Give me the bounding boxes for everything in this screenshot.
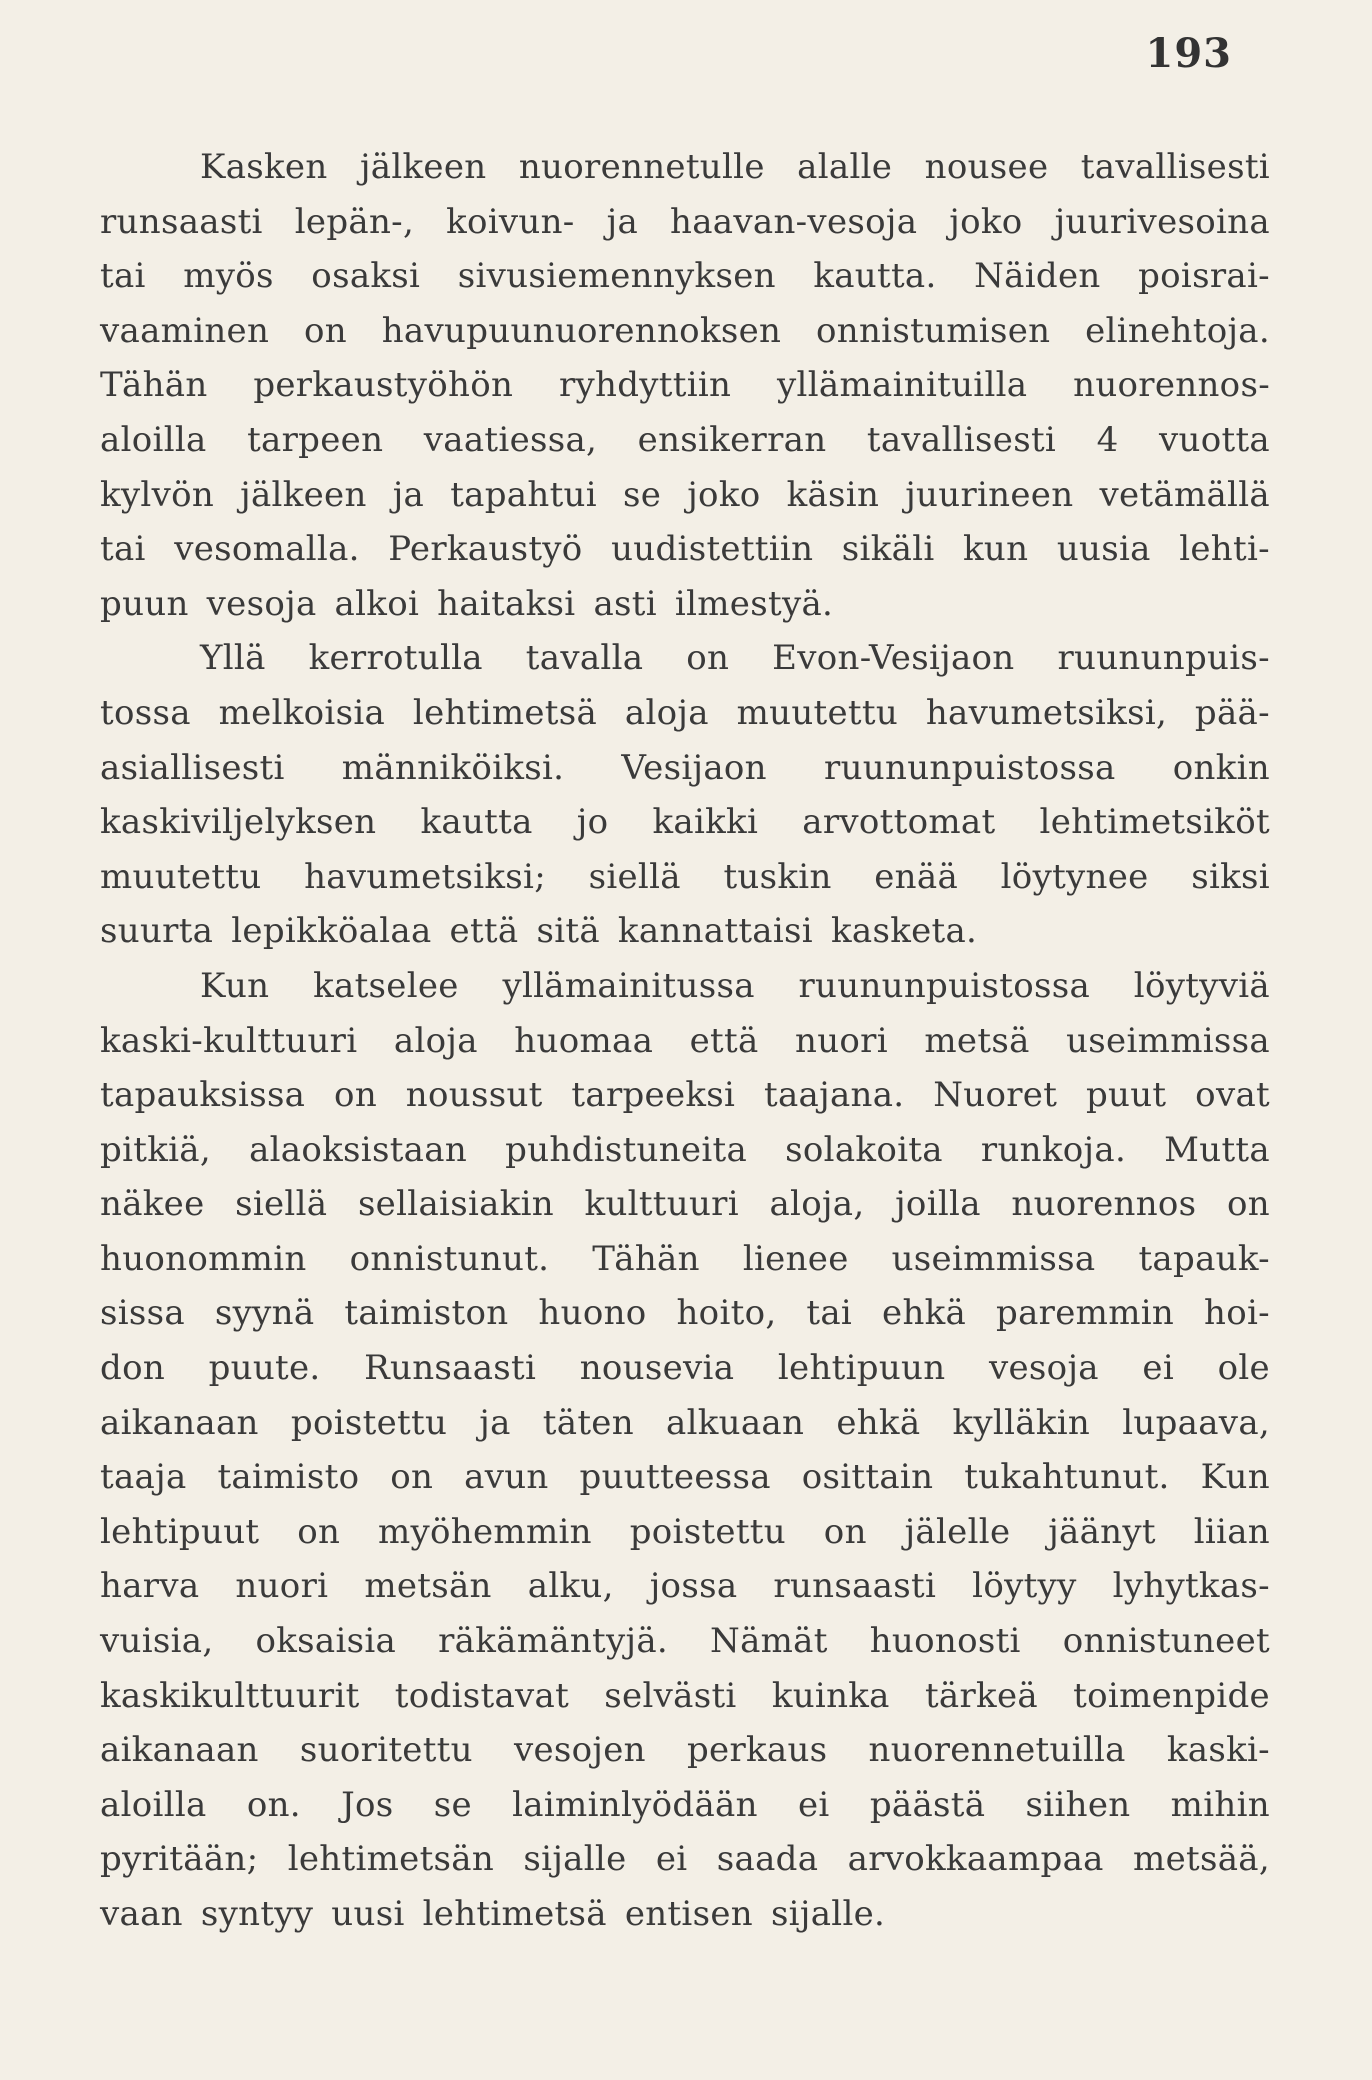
text-line bbox=[100, 413, 1270, 468]
word: löytyy bbox=[972, 1566, 1077, 1607]
word: että bbox=[449, 911, 519, 952]
word: kaskikulttuurit bbox=[100, 1675, 360, 1716]
word: ei bbox=[655, 1839, 688, 1880]
word: ole bbox=[1217, 1348, 1270, 1389]
word: huono bbox=[538, 1293, 647, 1334]
text-line bbox=[100, 1396, 1270, 1451]
word: ilmestyä. bbox=[674, 583, 834, 624]
word: uudistettiin bbox=[611, 529, 814, 570]
word: se bbox=[433, 1784, 472, 1825]
word: laiminlyödään bbox=[512, 1784, 758, 1825]
word: alalle bbox=[797, 147, 893, 187]
word: tuskin bbox=[723, 856, 832, 897]
word: Kasken bbox=[200, 147, 328, 187]
word: joko bbox=[687, 474, 761, 515]
body-text bbox=[100, 140, 1270, 1942]
text-line bbox=[100, 1832, 1270, 1887]
word: että bbox=[689, 1020, 759, 1061]
word: ja bbox=[479, 1402, 511, 1443]
word: kautta bbox=[420, 802, 533, 843]
word: runsaasti bbox=[100, 201, 263, 242]
word: kylläkin bbox=[952, 1402, 1091, 1443]
word: on bbox=[297, 1511, 341, 1552]
word: nuorennetuilla bbox=[868, 1730, 1126, 1771]
word: arvokkaampaa bbox=[847, 1839, 1104, 1880]
text-line bbox=[100, 1286, 1270, 1341]
word: vesojen bbox=[513, 1730, 646, 1771]
word: Yllä bbox=[200, 638, 266, 679]
word: runsaasti bbox=[773, 1566, 937, 1607]
text-line bbox=[100, 1887, 1270, 1942]
word: jäänyt bbox=[1048, 1511, 1156, 1552]
word: poisrai- bbox=[1138, 256, 1270, 297]
word: vaaminen bbox=[100, 310, 270, 351]
word: oksaisia bbox=[255, 1621, 397, 1662]
word: yllämainitussa bbox=[502, 965, 755, 1006]
word: havupuunuorennoksen bbox=[381, 310, 782, 351]
text-line bbox=[100, 1669, 1270, 1724]
text-line bbox=[100, 686, 1270, 741]
word: uusia bbox=[1056, 529, 1151, 570]
word: asiallisesti bbox=[100, 747, 285, 788]
word: haavan-vesoja bbox=[670, 201, 918, 242]
word: sivusiemennyksen bbox=[457, 256, 776, 297]
word: kulttuuri bbox=[584, 1184, 739, 1225]
text-line bbox=[100, 468, 1270, 523]
word: vaan bbox=[100, 1894, 183, 1934]
word: vetämällä bbox=[1099, 474, 1270, 515]
word: sijalle bbox=[523, 1839, 627, 1880]
word: perkaustyöhön bbox=[253, 365, 514, 406]
text-line bbox=[100, 1123, 1270, 1178]
word: on bbox=[823, 1511, 867, 1552]
word: tärkeä bbox=[924, 1675, 1038, 1716]
word: ei bbox=[798, 1784, 830, 1825]
word: don bbox=[100, 1348, 166, 1389]
word: jälelle bbox=[904, 1511, 1011, 1552]
word: solakoita bbox=[785, 1129, 943, 1170]
word: on bbox=[1227, 1184, 1270, 1225]
word: näkee bbox=[100, 1184, 205, 1225]
word: ehkä bbox=[836, 1402, 921, 1443]
word: kaikki bbox=[652, 802, 759, 843]
word: taimiston bbox=[344, 1293, 509, 1334]
word: metsän bbox=[364, 1566, 492, 1607]
word: todistavat bbox=[394, 1675, 570, 1716]
word: mihin bbox=[1170, 1784, 1270, 1825]
word: siellä bbox=[588, 856, 681, 897]
word: Kun bbox=[200, 965, 270, 1006]
word: ei bbox=[1142, 1348, 1175, 1389]
word: onkin bbox=[1172, 747, 1270, 788]
word: Nämät bbox=[710, 1621, 828, 1662]
word: saada bbox=[716, 1839, 819, 1880]
word: Tähän bbox=[592, 1238, 700, 1279]
word: alkuaan bbox=[666, 1402, 805, 1443]
word: vuisia, bbox=[100, 1621, 214, 1662]
word: huonommin bbox=[100, 1238, 307, 1279]
text-line bbox=[100, 577, 1270, 632]
text-line bbox=[100, 1505, 1270, 1560]
word: lepän-, bbox=[294, 201, 415, 242]
text-line bbox=[100, 741, 1270, 796]
word: huonosti bbox=[869, 1621, 1021, 1662]
word: lehtimetsä bbox=[412, 692, 598, 733]
word: ovat bbox=[1195, 1075, 1270, 1116]
word: melkoisia bbox=[218, 692, 386, 733]
word: muutettu bbox=[100, 856, 262, 897]
word: sijalle. bbox=[770, 1894, 886, 1934]
text-line bbox=[100, 959, 1270, 1014]
word: nuorennos bbox=[1011, 1184, 1197, 1225]
word: siihen bbox=[1025, 1784, 1131, 1825]
word: ehkä bbox=[882, 1293, 967, 1334]
word: runkoja. bbox=[980, 1129, 1127, 1170]
word: yllämainituilla bbox=[777, 365, 1028, 406]
word: lehti- bbox=[1179, 529, 1270, 570]
word: tai bbox=[100, 256, 146, 297]
text-line bbox=[100, 631, 1270, 686]
word: kannattaisi bbox=[617, 911, 813, 952]
word: vaatiessa, bbox=[423, 419, 598, 460]
word: havumetsiksi, bbox=[925, 692, 1168, 733]
word: aloilla bbox=[100, 1784, 207, 1825]
word: onnistunut. bbox=[349, 1238, 550, 1279]
word: haitaksi bbox=[437, 583, 576, 624]
word: lienee bbox=[742, 1238, 849, 1279]
text-line bbox=[100, 1778, 1270, 1833]
text-line bbox=[100, 795, 1270, 850]
word: taaja bbox=[100, 1457, 187, 1498]
word: puun bbox=[100, 583, 189, 624]
word: lepikköalaa bbox=[231, 911, 432, 952]
word: joilla bbox=[895, 1184, 981, 1225]
word: taajana. bbox=[764, 1075, 905, 1116]
word: tapahtui bbox=[450, 474, 597, 515]
word: tavalla bbox=[525, 638, 644, 679]
text-line bbox=[100, 1723, 1270, 1778]
text-line bbox=[100, 1341, 1270, 1396]
word: harva bbox=[100, 1566, 200, 1607]
page-number: 193 bbox=[1145, 30, 1232, 77]
word: taimisto bbox=[217, 1457, 360, 1498]
word: puute. bbox=[208, 1348, 321, 1389]
word: on. bbox=[246, 1784, 301, 1825]
word: kylvön bbox=[100, 474, 215, 515]
word: aloja bbox=[393, 1020, 478, 1061]
word: nuorennos- bbox=[1073, 365, 1270, 406]
word: onnistuneet bbox=[1062, 1621, 1270, 1662]
word: juurineen bbox=[905, 474, 1074, 515]
word: osaksi bbox=[311, 256, 421, 297]
word: poistettu bbox=[290, 1402, 448, 1443]
word: suurta bbox=[100, 911, 214, 952]
word: siellä bbox=[235, 1184, 328, 1225]
word: elinehtoja. bbox=[1085, 310, 1270, 351]
word: Kun bbox=[1200, 1457, 1270, 1498]
word: uusi bbox=[331, 1894, 405, 1934]
word: lehtimetsiköt bbox=[1039, 802, 1270, 843]
word: tarpeen bbox=[247, 419, 384, 460]
word: Perkaustyö bbox=[388, 529, 583, 570]
text-line bbox=[100, 1068, 1270, 1123]
word: useimmissa bbox=[1066, 1020, 1270, 1061]
word: Tähän bbox=[100, 365, 208, 406]
word: lehtimetsän bbox=[287, 1839, 495, 1880]
word: vesoja bbox=[989, 1348, 1099, 1389]
word: 4 bbox=[1096, 419, 1119, 460]
word: paremmin bbox=[996, 1293, 1175, 1334]
word: tavallisesti bbox=[866, 419, 1057, 460]
word: nuori bbox=[795, 1020, 888, 1061]
word: enää bbox=[874, 856, 959, 897]
word: Nuoret bbox=[933, 1075, 1058, 1116]
word: jo bbox=[576, 802, 609, 843]
word: ryhdyttiin bbox=[558, 365, 732, 406]
text-line bbox=[100, 249, 1270, 304]
word: pyritään; bbox=[100, 1839, 259, 1880]
word: suoritettu bbox=[299, 1730, 473, 1771]
word: tapauksissa bbox=[100, 1075, 306, 1116]
text-line bbox=[100, 1232, 1270, 1287]
word: sellaisiakin bbox=[357, 1184, 554, 1225]
text-line bbox=[100, 522, 1270, 577]
word: onnistumisen bbox=[816, 310, 1051, 351]
word: avun bbox=[464, 1457, 549, 1498]
word: nousevia bbox=[579, 1348, 735, 1389]
word: männiköiksi. bbox=[341, 747, 565, 788]
word: arvottomat bbox=[802, 802, 996, 843]
word: muutettu bbox=[736, 692, 899, 733]
word: sikäli bbox=[841, 529, 935, 570]
word: nuori bbox=[235, 1566, 329, 1607]
word: toimenpide bbox=[1073, 1675, 1270, 1716]
word: kuinka bbox=[771, 1675, 890, 1716]
word: tai bbox=[806, 1293, 853, 1334]
word: puut bbox=[1085, 1075, 1167, 1116]
word: käsin bbox=[786, 474, 880, 515]
text-line bbox=[100, 358, 1270, 413]
word: poistettu bbox=[629, 1511, 786, 1552]
word: Näiden bbox=[974, 256, 1101, 297]
word: aloilla bbox=[100, 419, 207, 460]
word: lupaava, bbox=[1122, 1402, 1270, 1443]
word: myöhemmin bbox=[377, 1511, 592, 1552]
word: puhdistuneita bbox=[505, 1129, 748, 1170]
word: Runsaasti bbox=[364, 1348, 537, 1389]
word: täten bbox=[542, 1402, 634, 1443]
word: useimmissa bbox=[891, 1238, 1096, 1279]
word: perkaus bbox=[686, 1730, 828, 1771]
word: ensikerran bbox=[637, 419, 827, 460]
text-line bbox=[100, 304, 1270, 359]
word: lehtipuut bbox=[100, 1511, 260, 1552]
word: sitä bbox=[536, 911, 600, 952]
word: kerrotulla bbox=[308, 638, 483, 679]
word: nousee bbox=[924, 147, 1049, 187]
word: ruununpuistossa bbox=[798, 965, 1091, 1006]
word: kautta. bbox=[813, 256, 937, 297]
word: entisen bbox=[624, 1894, 753, 1934]
word: kun bbox=[963, 529, 1029, 570]
word: ja bbox=[392, 474, 425, 515]
word: ruununpuis- bbox=[1057, 638, 1270, 679]
word: ja bbox=[606, 201, 639, 242]
word: liian bbox=[1193, 1511, 1270, 1552]
text-line bbox=[100, 1014, 1270, 1069]
word: tai bbox=[100, 529, 146, 570]
word: myös bbox=[183, 256, 274, 297]
word: metsä bbox=[924, 1020, 1030, 1061]
word: havumetsiksi; bbox=[304, 856, 546, 897]
word: katselee bbox=[313, 965, 459, 1006]
word: jossa bbox=[649, 1566, 738, 1607]
text-line bbox=[100, 195, 1270, 250]
word: Vesijaon bbox=[621, 747, 767, 788]
word: lyhytkas- bbox=[1112, 1566, 1270, 1607]
word: vesomalla. bbox=[174, 529, 360, 570]
text-line bbox=[100, 904, 1270, 959]
word: alaoksistaan bbox=[249, 1129, 468, 1170]
word: asti bbox=[593, 583, 657, 624]
word: jälkeen bbox=[240, 474, 367, 515]
word: Jos bbox=[341, 1784, 394, 1825]
word: alku, bbox=[527, 1566, 614, 1607]
word: on bbox=[303, 310, 347, 351]
word: koivun- bbox=[446, 201, 575, 242]
word: selvästi bbox=[604, 1675, 737, 1716]
word: kaski-kulttuuri bbox=[100, 1020, 358, 1061]
word: tukahtunut. bbox=[964, 1457, 1170, 1498]
text-line bbox=[100, 850, 1270, 905]
word: aikanaan bbox=[100, 1730, 259, 1771]
word: lehtipuun bbox=[777, 1348, 946, 1389]
word: löytyviä bbox=[1133, 965, 1270, 1006]
word: on bbox=[686, 638, 730, 679]
word: tapauk- bbox=[1138, 1238, 1270, 1279]
word: syntyy bbox=[200, 1894, 314, 1934]
text-line bbox=[100, 1177, 1270, 1232]
word: siksi bbox=[1191, 856, 1270, 897]
word: pitkiä, bbox=[100, 1129, 211, 1170]
word: tossa bbox=[100, 692, 191, 733]
word: kaski- bbox=[1166, 1730, 1270, 1771]
word: joko bbox=[949, 201, 1023, 242]
word: vuotta bbox=[1159, 419, 1270, 460]
word: tarpeeksi bbox=[571, 1075, 736, 1116]
word: Mutta bbox=[1164, 1129, 1270, 1170]
word: kasketa. bbox=[830, 911, 978, 952]
word: alkoi bbox=[334, 583, 420, 624]
word: huomaa bbox=[514, 1020, 654, 1061]
word: kaskiviljelyksen bbox=[100, 802, 377, 843]
text-line bbox=[100, 1559, 1270, 1614]
word: päästä bbox=[869, 1784, 986, 1825]
text-line bbox=[100, 1450, 1270, 1505]
word: hoi- bbox=[1204, 1293, 1270, 1334]
word: löytynee bbox=[1000, 856, 1149, 897]
word: on bbox=[334, 1075, 378, 1116]
word: jälkeen bbox=[359, 147, 487, 187]
word: sissa bbox=[100, 1293, 185, 1334]
word: on bbox=[390, 1457, 434, 1498]
word: aloja bbox=[624, 692, 709, 733]
word: syynä bbox=[214, 1293, 315, 1334]
word: Evon-Vesijaon bbox=[772, 638, 1015, 679]
word: pää- bbox=[1194, 692, 1270, 733]
word: tavallisesti bbox=[1080, 147, 1270, 187]
word: aikanaan bbox=[100, 1402, 259, 1443]
word: aloja, bbox=[769, 1184, 865, 1225]
word: noussut bbox=[405, 1075, 543, 1116]
word: vesoja bbox=[206, 583, 317, 624]
word: nuorennetulle bbox=[518, 147, 765, 187]
word: hoito, bbox=[676, 1293, 777, 1334]
word: lehtimetsä bbox=[422, 1894, 607, 1934]
text-line bbox=[100, 140, 1270, 195]
word: osittain bbox=[801, 1457, 934, 1498]
word: metsää, bbox=[1133, 1839, 1270, 1880]
word: puutteessa bbox=[579, 1457, 771, 1498]
text-line bbox=[100, 1614, 1270, 1669]
word: se bbox=[622, 474, 662, 515]
word: juurivesoina bbox=[1054, 201, 1270, 242]
word: ruununpuistossa bbox=[824, 747, 1116, 788]
word: räkämäntyjä. bbox=[438, 1621, 669, 1662]
